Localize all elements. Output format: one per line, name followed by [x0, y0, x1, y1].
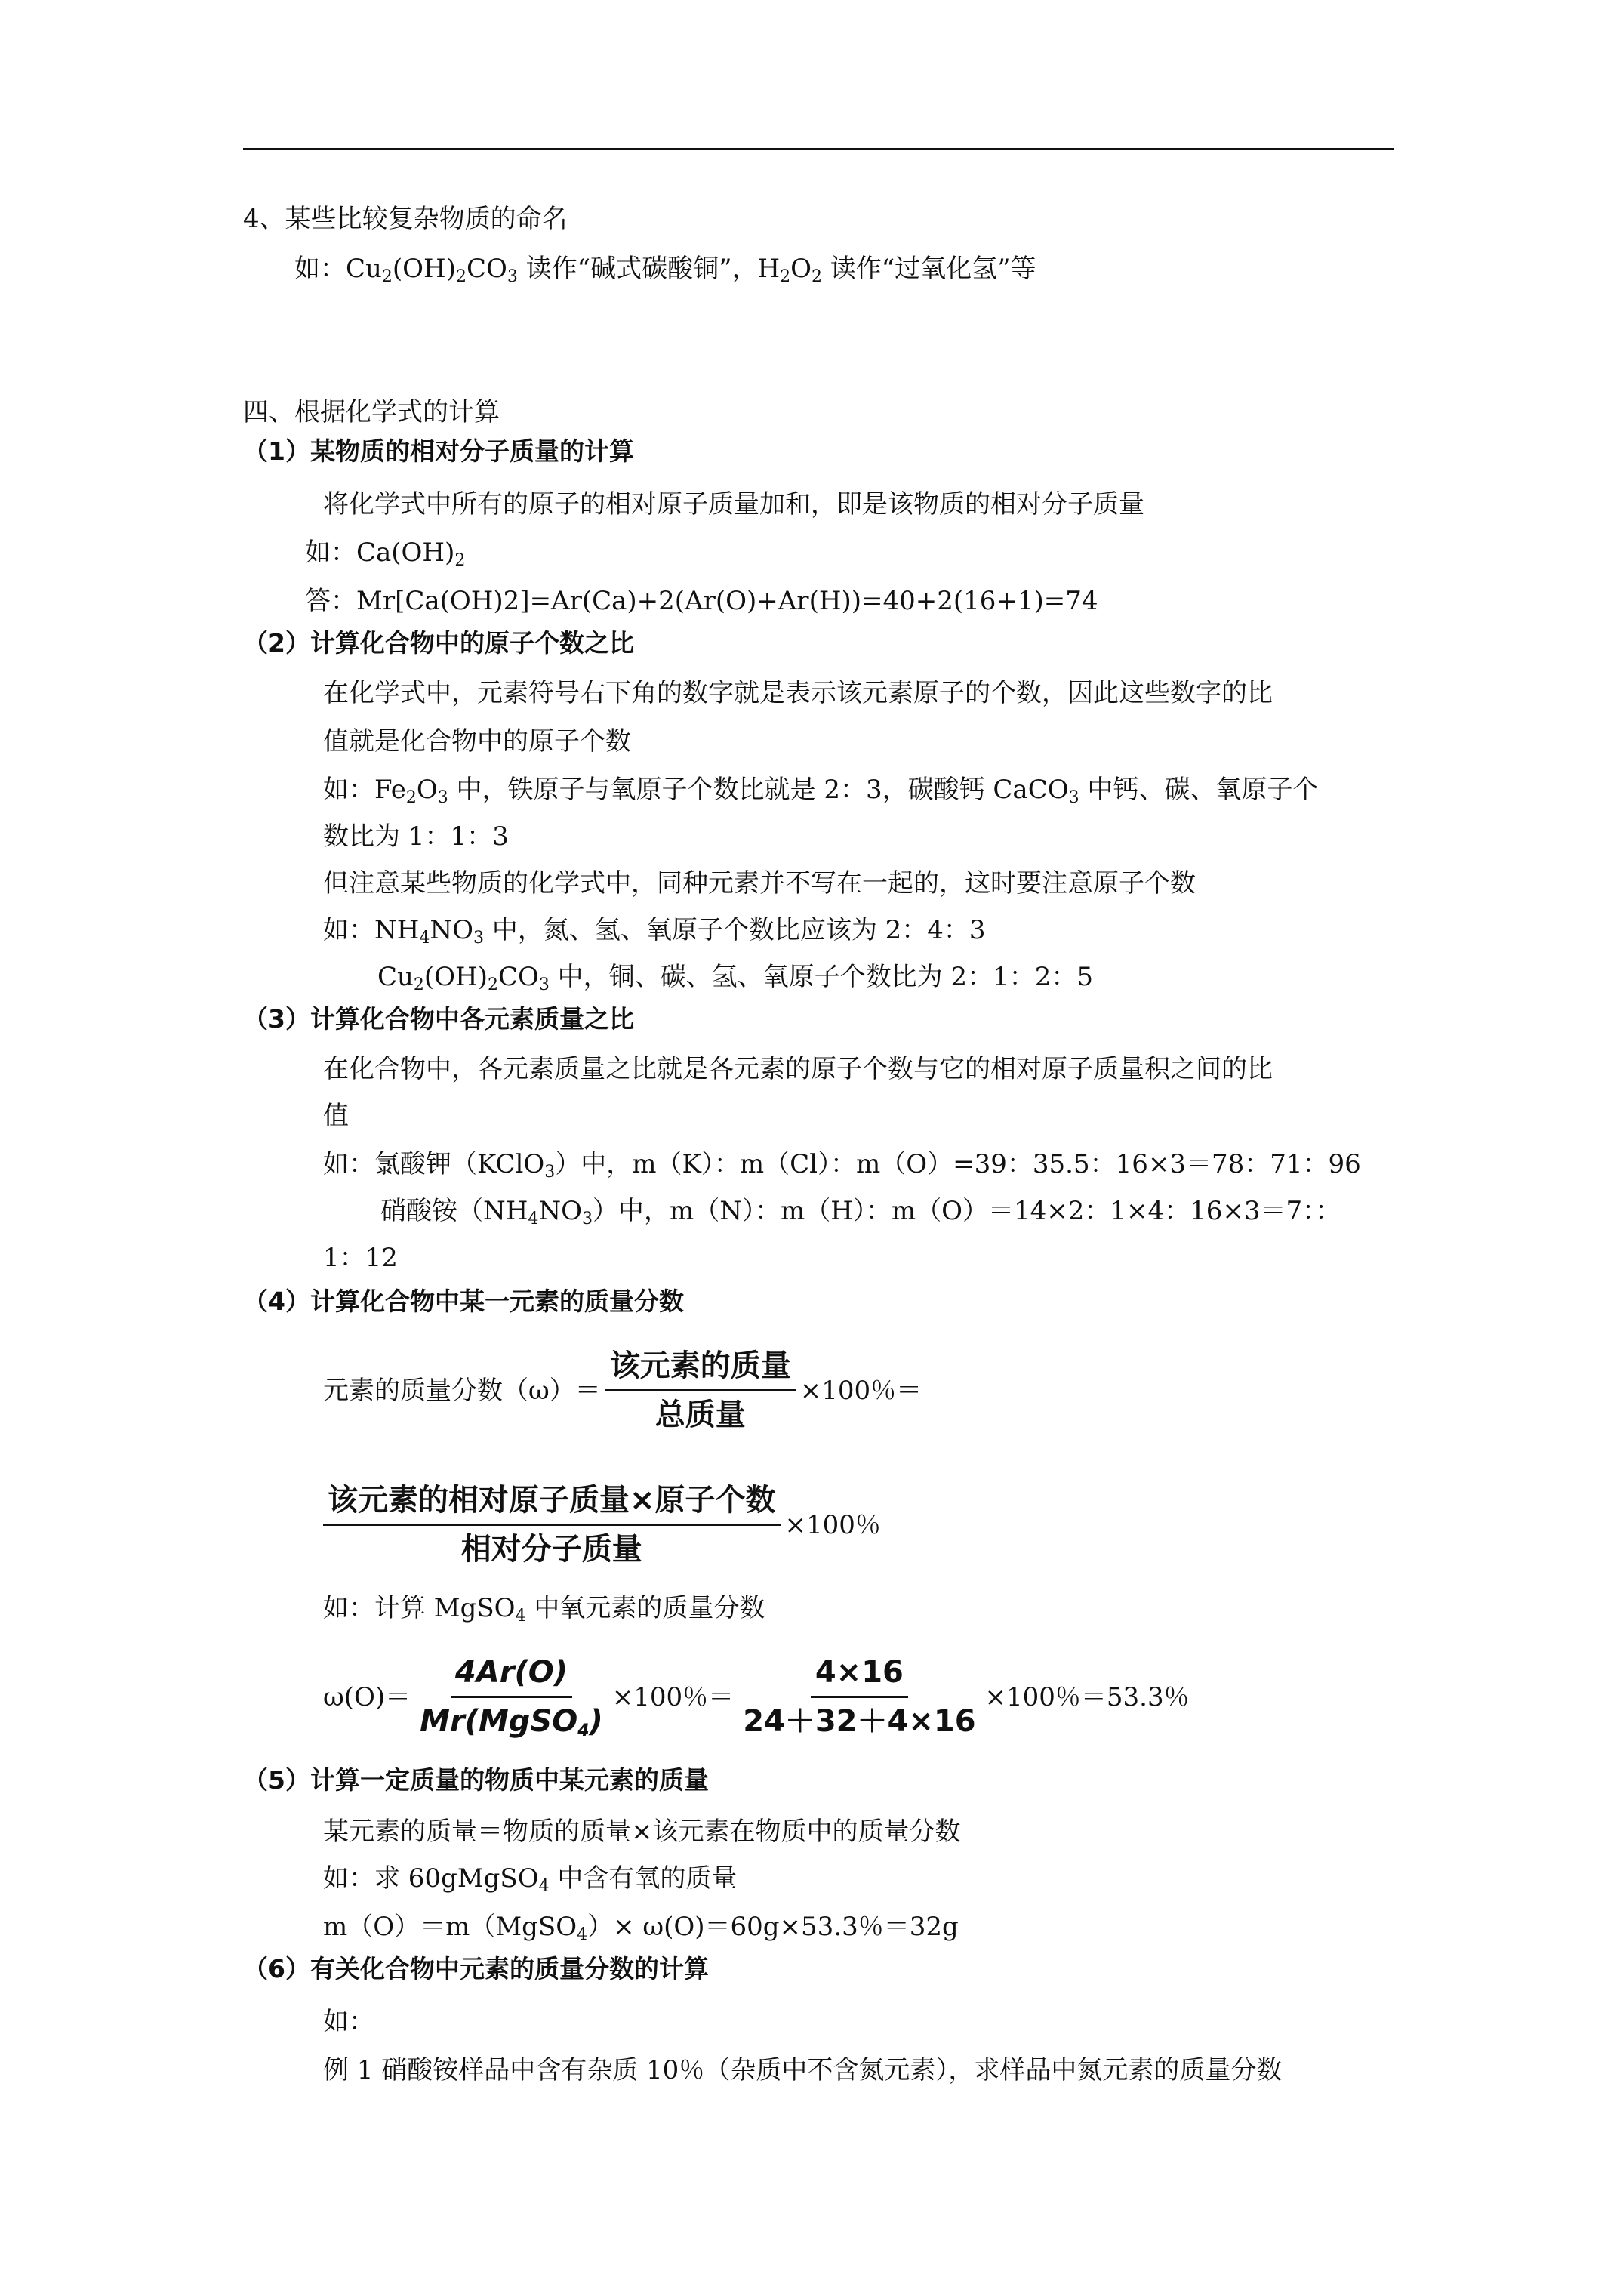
part-5-example: 如：求 60gMgSO$_4$ 中含有氧的质量: [323, 1863, 738, 1896]
part-2-description-line-2: 值就是化合物中的原子个数: [323, 726, 631, 757]
part-2-example-1-continued: 数比为 1：1：3: [323, 821, 509, 852]
part-4-title: （4）计算化合物中某一元素的质量分数: [243, 1287, 684, 1316]
mgso4-calculation: ω(O)＝ $\frac{4Ar(O)}{Mr(MgSO_4)}$ ×100％＝ $\frac{4\times 16}{24+32+4\times 16}$ ×100％＝53.3％: [323, 1655, 1190, 1740]
mass-fraction-formula-line-1: 元素的质量分数（ω）＝ $\frac{\text{该元素的质量}}{\text{总质量}}$ ×100％＝: [323, 1348, 922, 1432]
formula-fraction-1: $\frac{\text{该元素的质量}}{\text{总质量}}$: [605, 1347, 796, 1434]
part-3-example-2-continued: 1：12: [323, 1243, 398, 1273]
mass-fraction-formula-line-2: $\frac{\text{该元素的相对原子质量×原子个数}}{\text{相对分子质量}}$ ×100％: [323, 1481, 881, 1568]
part-3-example-2: 硝酸铵$(NH_4NO_3)$中，m（N）：m（H）：m（O）＝14×2：1×4：16×3＝7：：: [380, 1196, 1341, 1228]
part-4-example-intro: 如：计算 MgSO$_4$ 中氧元素的质量分数: [323, 1593, 765, 1626]
part-3-title: （3）计算化合物中各元素质量之比: [243, 1004, 634, 1034]
part-5-calculation: m（O）＝m（MgSO$_4$）× ω(O)＝60g×53.3％＝32g: [323, 1912, 959, 1944]
formula-fraction-2: $\frac{\text{该元素的相对原子质量×原子个数}}{\text{相对分子质量}}$: [323, 1481, 781, 1568]
part-1-description: 将化学式中所有的原子的相对原子质量加和，即是该物质的相对分子质量: [323, 489, 1144, 519]
part-1-title: （1）某物质的相对分子质量的计算: [243, 436, 634, 466]
part-3-example-1: 如：氯酸钾（KClO$_3$）中，m（K）：m（Cl）：m（O）=39：35.5：16×3＝78：71：96: [323, 1149, 1361, 1182]
part-2-example-1: 如：$Fe_2O_3$ 中，铁原子与氧原子个数比就是 2：3，碳酸钙 CaCO$_3$ 中钙、碳、氧原子个: [323, 775, 1319, 807]
formula-fraction-3: $\frac{4Ar(O)}{Mr(MgSO_4)}$: [420, 1655, 603, 1740]
part-3-description-line-2: 值: [323, 1101, 349, 1131]
formula-fraction-4: $\frac{4\times 16}{24+32+4\times 16}$: [743, 1655, 976, 1739]
part-3-description-line-1: 在化合物中，各元素质量之比就是各元素的原子个数与它的相对原子质量积之间的比: [323, 1054, 1273, 1084]
header-rule: [243, 148, 1394, 150]
part-6-title: （6）有关化合物中元素的质量分数的计算: [243, 1954, 709, 1983]
part-1-example: 如：$Ca(OH)_2$: [305, 538, 466, 570]
part-2-note: 但注意某些物质的化学式中，同种元素并不写在一起的，这时要注意原子个数: [323, 868, 1196, 898]
part-5-title: （5）计算一定质量的物质中某元素的质量: [243, 1765, 709, 1795]
part-6-question-1: 例 1 硝酸铵样品中含有杂质 10％（杂质中不含氮元素），求样品中氮元素的质量分数: [323, 2055, 1283, 2085]
part-2-description-line-1: 在化学式中，元素符号右下角的数字就是表示该元素原子的个数，因此这些数字的比: [323, 678, 1273, 708]
part-2-example-3: $Cu_2(OH)_2CO_3$ 中，铜、碳、氢、氧原子个数比为 2：1：2：5: [377, 962, 1094, 994]
chapter-title: 四、根据化学式的计算: [243, 397, 500, 427]
naming-example: 如：$Cu_2(OH)_2CO_3$ 读作“碱式碳酸铜”，$H_2O_2$ 读作“过氧化氢”等: [294, 254, 1036, 286]
part-2-title: （2）计算化合物中的原子个数之比: [243, 628, 634, 658]
section-4-heading: 4、某些比较复杂物质的命名: [243, 204, 568, 234]
part-2-example-2: 如：$NH_4NO_3$ 中，氮、氢、氧原子个数比应该为 2：4：3: [323, 915, 986, 948]
part-1-answer: 答：Mr[Ca(OH)2]=Ar(Ca)+2(Ar(O)+Ar(H))=40+2(16+1)=74: [305, 586, 1098, 616]
part-6-example-label: 如：: [323, 2007, 374, 2037]
part-5-description: 某元素的质量＝物质的质量×该元素在物质中的质量分数: [323, 1817, 961, 1847]
